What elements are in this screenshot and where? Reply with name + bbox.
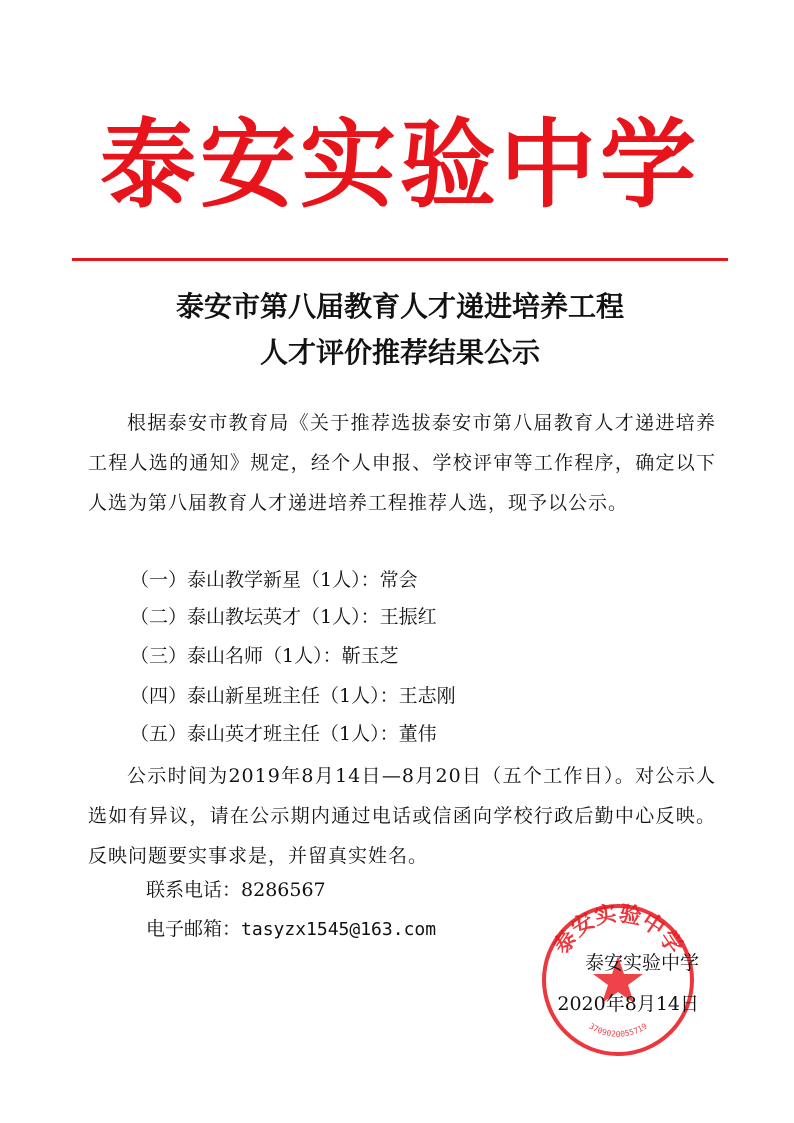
list-item: （一）泰山教学新星（1人）：常会 xyxy=(130,569,418,591)
contact-email xyxy=(146,909,436,950)
notice-paragraph: 公示时间为2019年8月14日—8月20日（五个工作日）。对公示人选如有异议，请在公示期内通过电话或信函向学校行政后勤中心反映。反映问题要实事求是，并留真实姓名。 xyxy=(88,765,716,867)
list-item: （五）泰山英才班主任（1人）：董伟 xyxy=(130,723,437,745)
intro-paragraph: 根据泰安市教育局《关于推荐选拔泰安市第八届教育人才递进培养工程人选的通知》规定，经个人申报、学校评审等工作程序，确定以下人选为第八届教育人才递进培养工程推荐人选，现予以公示。 xyxy=(88,412,716,514)
red-divider xyxy=(72,258,728,261)
svg-text:3709020055719 xyxy=(587,1022,649,1039)
phone-number: 8286567 xyxy=(241,879,326,901)
document-title-line-2: 人才评价推荐结果公示 xyxy=(259,336,540,369)
seal-number: 3709020055719 xyxy=(587,1021,649,1039)
email-label: 电子邮箱： xyxy=(146,918,242,940)
contact-phone xyxy=(146,870,326,910)
signature-org: 泰安实验中学 xyxy=(584,952,699,974)
document-title-line-1: 泰安市第八届教育人才递进培养工程 xyxy=(175,290,624,323)
masthead-title: 泰安实验中学 xyxy=(100,108,700,221)
phone-label: 联系电话： xyxy=(146,879,242,901)
list-item: （四）泰山新星班主任（1人）：王志刚 xyxy=(130,685,456,707)
list-item: （二）泰山教坛英才（1人）：王振红 xyxy=(130,606,437,628)
seal-text: 泰安实验中学 xyxy=(548,900,688,959)
list-item: （三）泰山名师（1人）：靳玉芝 xyxy=(130,645,399,667)
signature-date: 2020年8月14日 xyxy=(557,993,699,1015)
email-address[interactable]: tasyzx1545@163.com xyxy=(241,919,437,940)
